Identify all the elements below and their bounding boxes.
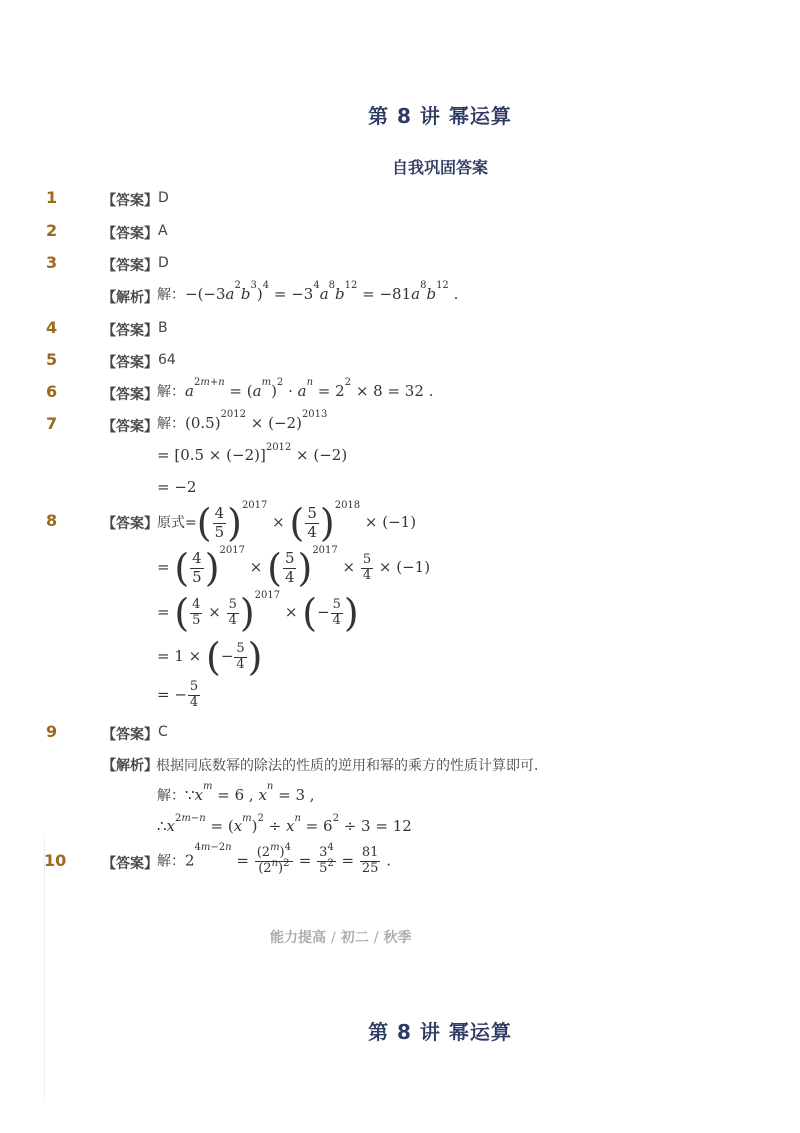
answer-value: D: [158, 190, 169, 206]
equation-q7-line2: = $[0.5 \times (-2)]^{2012} \times (-2)$: [157, 442, 348, 464]
answer-label: 【答案】: [102, 387, 158, 403]
answer-label: 【答案】: [102, 727, 158, 743]
analysis-label: 【解析】: [102, 758, 158, 774]
answer-label: 【答案】: [102, 856, 158, 872]
question-number: 2: [46, 221, 58, 240]
answer-value: A: [158, 223, 168, 239]
page-title: 第 8 讲 幂运算: [368, 104, 512, 128]
equation-q6: 解：$a^{2m+n} = (a^m)^2 \cdot a^n = 2^2 \times 8 = 32$ .: [157, 377, 434, 400]
question-number: 3: [46, 253, 58, 272]
question-number: 1: [46, 188, 58, 207]
analysis-text: 根据同底数幂的除法的性质的逆用和幂的乘方的性质计算即可．: [156, 758, 548, 774]
answer-label: 【答案】: [102, 258, 158, 274]
equation-q7-line3: = −2: [157, 478, 197, 496]
equation-q8-line1: 原式=( $\frac{4}{5}$ )$^{2017}$ × ( $\frac{5}{4}$ )$^{2018}$ × (−1): [157, 500, 417, 545]
analysis-label: 【解析】: [102, 290, 158, 306]
question-number: 5: [46, 350, 58, 369]
answer-value: C: [158, 724, 168, 740]
answer-label: 【答案】: [102, 323, 158, 339]
equation-q8-line2: = ( $\frac{4}{5}$ )$^{2017}$ × ( $\frac{5}{4}$ )$^{2017}$ × $\frac{5}{4}$ × (−1): [157, 545, 431, 590]
equation-q3: 解：$-(-3a^2b^3)^4 = -3^4a^8b^{12} = -81a^8b^{12}$ .: [157, 280, 459, 303]
answer-label: 【答案】: [102, 419, 158, 435]
question-number: 6: [46, 382, 58, 401]
question-number: 7: [46, 414, 58, 433]
answer-value: 64: [158, 352, 176, 368]
page-footer: 能力提高 / 初二 / 秋季: [270, 930, 412, 946]
answer-value: D: [158, 255, 169, 271]
equation-q7-line1: 解：$(0.5)^{2012} \times (-2)^{2013}$: [157, 409, 328, 432]
next-page-title: 第 8 讲 幂运算: [368, 1020, 512, 1044]
equation-q9-line2: $\therefore x^{2m-n} = (x^m)^2 \div x^n = 6^2 \div 3 = 12$: [157, 813, 412, 835]
question-number: 9: [46, 722, 58, 741]
answer-label: 【答案】: [102, 226, 158, 242]
question-number: 8: [46, 511, 58, 530]
question-number: 4: [46, 318, 58, 337]
equation-q8-line5: = − $\frac{5}{4}$: [157, 679, 199, 710]
answer-label: 【答案】: [102, 193, 158, 209]
answer-label: 【答案】: [102, 355, 158, 371]
answer-label: 【答案】: [102, 516, 158, 532]
margin-line: [44, 838, 45, 1098]
equation-q8-line4: = 1 × (− $\frac{5}{4}$ ): [157, 635, 263, 679]
answer-value: B: [158, 320, 168, 336]
section-subtitle: 自我巩固答案: [391, 158, 488, 177]
equation-q8-line3: = ( $\frac{4}{5}$ × $\frac{5}{4}$ )$^{2017}$ × (− $\frac{5}{4}$ ): [157, 590, 359, 635]
equation-q9-line1: 解：$\because x^m = 6$ , $x^n = 3$ ,: [157, 781, 315, 804]
equation-q10: 解：$2^{4m-2n}$ = $\frac{(2^m)^4}{(2^n)^2}$ = $\frac{3^4}{5^2}$ = $\frac{81}{25}$ .: [157, 842, 391, 876]
question-number: 10: [44, 851, 67, 870]
